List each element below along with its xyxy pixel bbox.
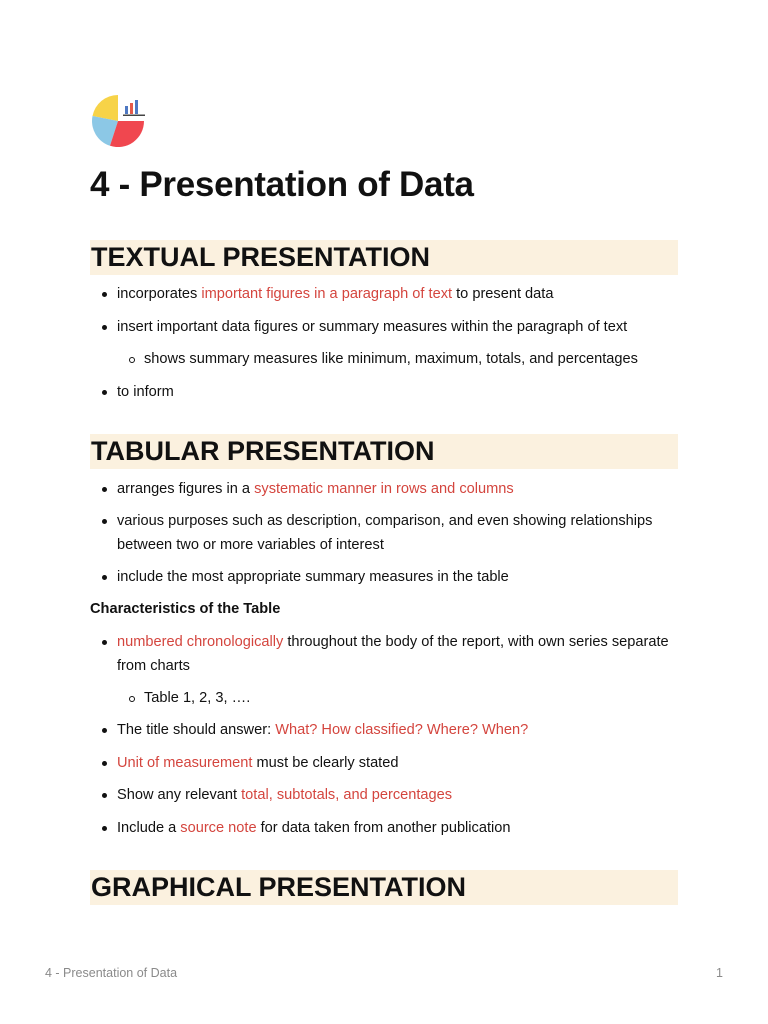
list-item: to inform (117, 381, 677, 405)
list-item: include the most appropriate summary measures in the table (117, 566, 677, 590)
sub-list-item: Table 1, 2, 3, …. (144, 687, 674, 711)
list-item: Show any relevant total, subtotals, and percentages (117, 784, 677, 808)
sub-list-item: shows summary measures like minimum, maximum, totals, and percentages (144, 348, 674, 372)
list-item: Unit of measurement must be clearly stated (117, 752, 677, 776)
section-heading-textual: TEXTUAL PRESENTATION (90, 240, 678, 275)
section-heading-graphical: GRAPHICAL PRESENTATION (90, 870, 678, 905)
footer-title: 4 - Presentation of Data (45, 966, 178, 980)
pie-chart-icon (90, 95, 146, 147)
page-title: 4 - Presentation of Data (90, 165, 474, 204)
page-number: 1 (716, 966, 723, 980)
characteristics-heading: Characteristics of the Table (90, 601, 281, 617)
list-item: numbered chronologically throughout the body of the report, with own series separate from charts (117, 631, 677, 678)
section-heading-tabular: TABULAR PRESENTATION (90, 434, 678, 469)
list-item: The title should answer: What? How classified? Where? When? (117, 719, 677, 743)
list-item: arranges figures in a systematic manner in rows and columns (117, 478, 677, 502)
list-item: Include a source note for data taken from another publication (117, 817, 677, 841)
list-item: incorporates important figures in a paragraph of text to present data (117, 283, 677, 307)
list-item: various purposes such as description, comparison, and even showing relationships between two or more variables of interest (117, 510, 677, 557)
list-item: insert important data figures or summary measures within the paragraph of text (117, 316, 677, 340)
